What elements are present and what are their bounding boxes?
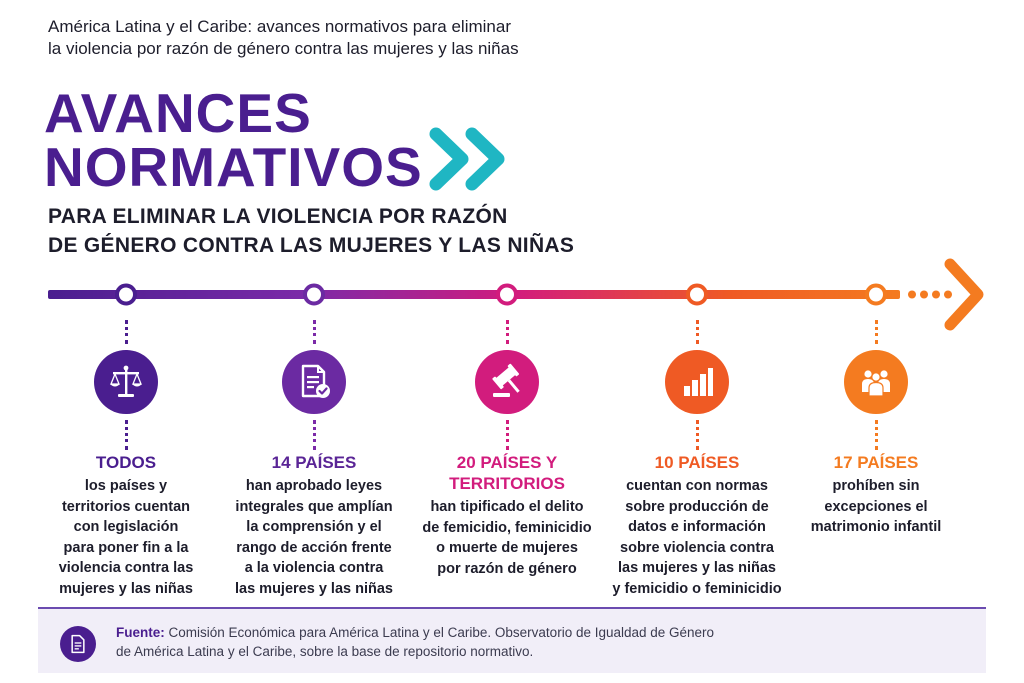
headline-line-2: NORMATIVOS <box>44 136 423 198</box>
stat-description <box>36 476 216 599</box>
desc-line: o muerte de mujeres <box>436 540 578 556</box>
desc-line: sobre producción de <box>625 498 769 515</box>
intro-title <box>48 16 668 60</box>
timeline-node-2 <box>305 286 323 304</box>
subhead-line-1: PARA ELIMINAR LA VIOLENCIA POR RAZÓN <box>48 205 508 228</box>
desc-line: por razón de género <box>437 560 577 577</box>
bar-chart-icon <box>665 350 729 414</box>
desc-line: excepciones el <box>824 498 928 515</box>
stat-description <box>417 497 597 579</box>
desc-line: las mujeres y las niñas <box>618 560 776 576</box>
stat-label: TODOS <box>95 453 157 472</box>
subheadline <box>48 202 574 260</box>
stat-label: 17 PAÍSES <box>833 453 919 472</box>
stat-label: 14 PAÍSES <box>271 453 357 472</box>
stat-label: 10 PAÍSES <box>654 453 740 472</box>
gavel-icon <box>475 350 539 414</box>
timeline-arrow-icon <box>950 264 978 325</box>
stat-label <box>417 452 597 494</box>
desc-line: y femicidio o feminicidio <box>612 580 782 597</box>
desc-line: de femicidio, feminicidio <box>422 519 592 536</box>
desc-line: con legislación <box>73 519 179 535</box>
desc-line: cuentan con normas <box>626 478 768 494</box>
desc-line: datos e información <box>628 519 766 535</box>
people-group-icon <box>844 350 908 414</box>
timeline-dotted-tail <box>908 291 952 299</box>
stat-description <box>607 476 787 599</box>
stat-description <box>786 476 966 538</box>
connector-top <box>696 320 699 344</box>
desc-line: territorios cuentan <box>61 498 191 515</box>
connector-bottom <box>125 420 128 450</box>
connector-top <box>125 320 128 344</box>
footer-source <box>38 609 986 673</box>
footer-text <box>116 623 956 661</box>
desc-line: prohíben sin <box>832 478 920 494</box>
timeline-node-3 <box>498 286 516 304</box>
connector-bottom <box>506 420 509 450</box>
intro-line-2: la violencia por razón de género contra las mujeres y las niñas <box>48 39 519 58</box>
desc-line: violencia contra las <box>58 560 194 576</box>
timeline-node-5 <box>867 286 885 304</box>
connector-top <box>875 320 878 344</box>
connector-bottom <box>313 420 316 450</box>
connector-top <box>506 320 509 344</box>
source-label: Fuente: <box>116 625 165 640</box>
timeline-node-1 <box>117 286 135 304</box>
desc-line: rango de acción frente <box>236 539 392 556</box>
desc-line: la comprensión y el <box>246 519 382 535</box>
scales-icon <box>94 350 158 414</box>
desc-line: matrimonio infantil <box>810 519 942 535</box>
desc-line: a la violencia contra <box>244 560 384 576</box>
desc-line: han aprobado leyes <box>245 478 383 494</box>
timeline-bar <box>48 290 900 299</box>
headline <box>44 82 423 198</box>
stat-line-1: 20 PAÍSES Y <box>456 453 558 472</box>
headline-line-1: AVANCES <box>44 82 312 144</box>
milestone-20-paises <box>417 320 597 579</box>
connector-bottom <box>696 420 699 450</box>
connector-bottom <box>875 420 878 450</box>
stat-line-2: TERRITORIOS <box>449 474 565 493</box>
milestone-14-paises <box>224 320 404 599</box>
document-icon <box>60 626 96 662</box>
document-check-icon <box>282 350 346 414</box>
connector-top <box>313 320 316 344</box>
milestone-10-paises <box>607 320 787 599</box>
intro-line-1: América Latina y el Caribe: avances normativos para eliminar <box>48 17 511 36</box>
subhead-line-2: DE GÉNERO CONTRA LAS MUJERES Y LAS NIÑAS <box>48 234 575 257</box>
desc-line: mujeres y las niñas <box>59 580 193 597</box>
source-text-1: Comisión Económica para América Latina y el Caribe. Observatorio de Igualdad de Género <box>168 625 715 640</box>
stat-description <box>224 476 404 599</box>
source-text-2: de América Latina y el Caribe, sobre la base de repositorio normativo. <box>116 644 534 659</box>
milestone-todos <box>36 320 216 599</box>
desc-line: sobre violencia contra <box>620 539 774 556</box>
desc-line: para poner fin a la <box>63 539 189 556</box>
desc-line: los países y <box>84 478 168 494</box>
desc-line: las mujeres y las niñas <box>235 580 393 597</box>
desc-line: integrales que amplían <box>235 498 393 515</box>
double-chevron-icon <box>428 126 514 192</box>
milestone-17-paises <box>786 320 966 538</box>
timeline-node-4 <box>688 286 706 304</box>
desc-line: han tipificado el delito <box>430 499 584 515</box>
